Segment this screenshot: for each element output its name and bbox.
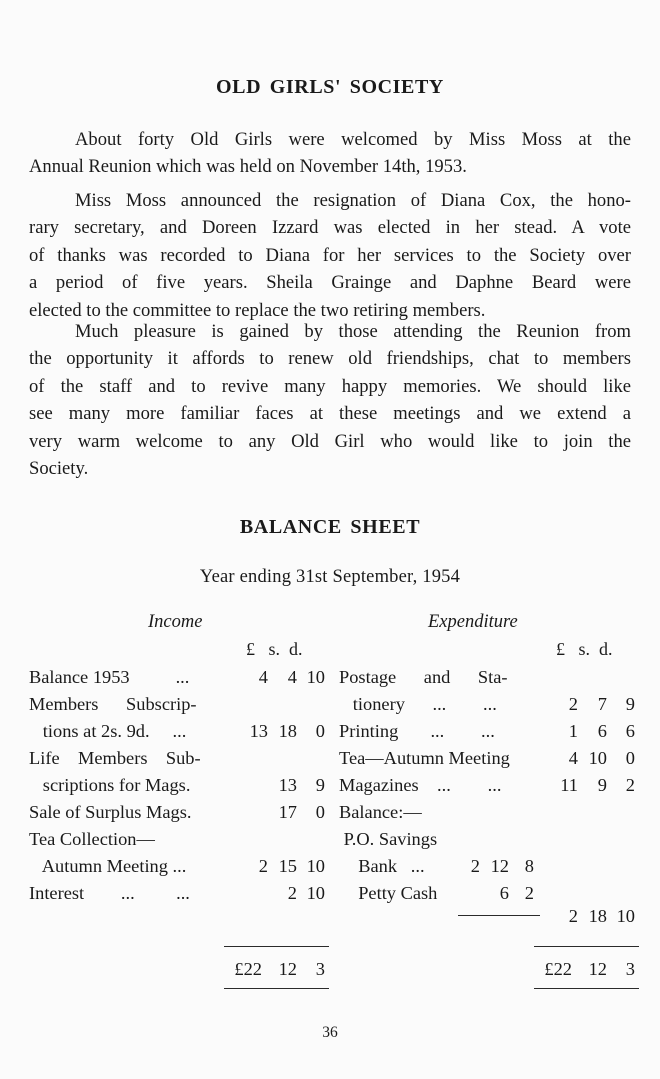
income-total-pounds: £22 <box>234 959 262 979</box>
paragraph-line: Society. <box>29 458 89 480</box>
expenditure-subrow-pence: 2 <box>524 883 534 903</box>
paragraph-line: of thanks was recorded to Diana for her services to the Society over <box>29 244 631 266</box>
page-title: OLD GIRLS' SOCIETY <box>216 76 444 98</box>
expenditure-column-header: Expenditure <box>428 612 518 632</box>
expenditure-row-pounds: 1 <box>568 721 578 741</box>
paragraph-resignation <box>29 187 631 324</box>
income-row-shillings: 13 <box>278 775 297 795</box>
income-row-label: Autumn Meeting ... <box>29 856 187 876</box>
expenditure-total-rule-top <box>534 946 639 947</box>
balance-sheet-title: BALANCE SHEET <box>239 516 421 538</box>
income-row-pence: 10 <box>306 856 325 876</box>
balance-carried-shillings: 18 <box>588 906 607 926</box>
expenditure-row-pence: 9 <box>625 694 635 714</box>
expenditure-subrow-pence: 8 <box>524 856 534 876</box>
expenditure-row-label: P.O. Savings <box>339 829 438 849</box>
paragraph-line: see many more familiar faces at these meetings and we extend a <box>29 403 631 425</box>
expenditure-row-pence: 0 <box>625 748 635 768</box>
income-row-pounds: 4 <box>258 667 268 687</box>
income-row-pence: 0 <box>315 721 325 741</box>
paragraph-reunion-pleasure <box>29 318 631 482</box>
expenditure-total-pounds: £22 <box>544 959 572 979</box>
paragraph-line: Much pleasure is gained by those attending the Reunion from <box>75 321 631 342</box>
income-row-label: Members Subscrip- <box>29 694 197 714</box>
expenditure-row-label: Balance:— <box>339 802 422 822</box>
paragraph-line: rary secretary, and Doreen Izzard was elected in her stead. A vote <box>29 217 631 239</box>
expenditure-row-shillings: 6 <box>597 721 607 741</box>
expenditure-row-shillings: 7 <box>597 694 607 714</box>
paragraph-line: About forty Old Girls were welcomed by Miss Moss at the <box>75 129 631 150</box>
expenditure-row-label: Tea—Autumn Meeting <box>339 748 510 768</box>
expenditure-row-label: Magazines ... ... <box>339 775 502 795</box>
income-row-label: Life Members Sub- <box>29 748 201 768</box>
income-row-shillings: 4 <box>287 667 297 687</box>
paragraph-welcome <box>29 126 631 181</box>
subtotal-rule <box>458 915 540 916</box>
expenditure-row-pence: 6 <box>625 721 635 741</box>
expenditure-row-label: Printing ... ... <box>339 721 495 741</box>
expenditure-total-shillings: 12 <box>588 959 607 979</box>
income-row-shillings: 17 <box>278 802 297 822</box>
paragraph-line: Annual Reunion which was held on November 14th, 1953. <box>29 156 467 178</box>
paragraph-line: the opportunity it affords to renew old friendships, chat to members <box>29 348 631 370</box>
income-row-pence: 9 <box>315 775 325 795</box>
income-total-rule-bottom <box>224 988 329 989</box>
expenditure-subrow-pounds: 2 <box>470 856 480 876</box>
balance-carried-pounds: 2 <box>568 906 578 926</box>
income-row-pounds: 2 <box>258 856 268 876</box>
expenditure-total-pence: 3 <box>625 959 635 979</box>
income-row-shillings: 2 <box>287 883 297 903</box>
balance-carried-pence: 10 <box>616 906 635 926</box>
income-row-pence: 10 <box>306 883 325 903</box>
income-row-label: Interest ... ... <box>29 883 190 903</box>
expenditure-row-shillings: 9 <box>597 775 607 795</box>
expenditure-subrow-shillings: 6 <box>499 883 509 903</box>
paragraph-line: elected to the committee to replace the two retiring members. <box>29 299 486 321</box>
income-row-label: Sale of Surplus Mags. <box>29 802 192 822</box>
expenditure-row-pounds: 4 <box>568 748 578 768</box>
income-row-pence: 0 <box>315 802 325 822</box>
paragraph-line: Miss Moss announced the resignation of Diana Cox, the hono- <box>75 190 631 211</box>
balance-sheet-subtitle: Year ending 31st September, 1954 <box>199 567 461 587</box>
expenditure-row-pounds: 2 <box>568 694 578 714</box>
expenditure-row-label: Postage and Sta- <box>339 667 508 687</box>
income-row-pence: 10 <box>306 667 325 687</box>
paragraph-line: a period of five years. Sheila Grainge and Daphne Beard were <box>29 272 631 294</box>
expenditure-total-rule-bottom <box>534 988 639 989</box>
expenditure-row-pence: 2 <box>625 775 635 795</box>
expenditure-subrow-label: Bank ... <box>349 856 425 876</box>
expenditure-row-shillings: 10 <box>588 748 607 768</box>
income-row-shillings: 18 <box>278 721 297 741</box>
page-number: 36 <box>322 1024 338 1041</box>
income-row-label: Tea Collection— <box>29 829 155 849</box>
expenditure-currency-header: £ s. d. <box>556 639 613 659</box>
expenditure-row-pounds: 11 <box>560 775 578 795</box>
income-column-header: Income <box>148 612 203 632</box>
income-row-label: scriptions for Mags. <box>29 775 191 795</box>
expenditure-subrow-shillings: 12 <box>490 856 509 876</box>
income-row-shillings: 15 <box>278 856 297 876</box>
income-total-pence: 3 <box>315 959 325 979</box>
income-total-rule-top <box>224 946 329 947</box>
paragraph-line: very warm welcome to any Old Girl who would like to join the <box>29 430 631 452</box>
expenditure-row-label: tionery ... ... <box>339 694 497 714</box>
income-total-shillings: 12 <box>278 959 297 979</box>
income-row-label: tions at 2s. 9d. ... <box>29 721 187 741</box>
income-row-pounds: 13 <box>249 721 268 741</box>
paragraph-line: of the staff and to revive many happy memories. We should like <box>29 375 631 397</box>
income-row-label: Balance 1953 ... <box>29 667 190 687</box>
expenditure-subrow-label: Petty Cash <box>349 883 438 903</box>
income-currency-header: £ s. d. <box>246 639 303 659</box>
